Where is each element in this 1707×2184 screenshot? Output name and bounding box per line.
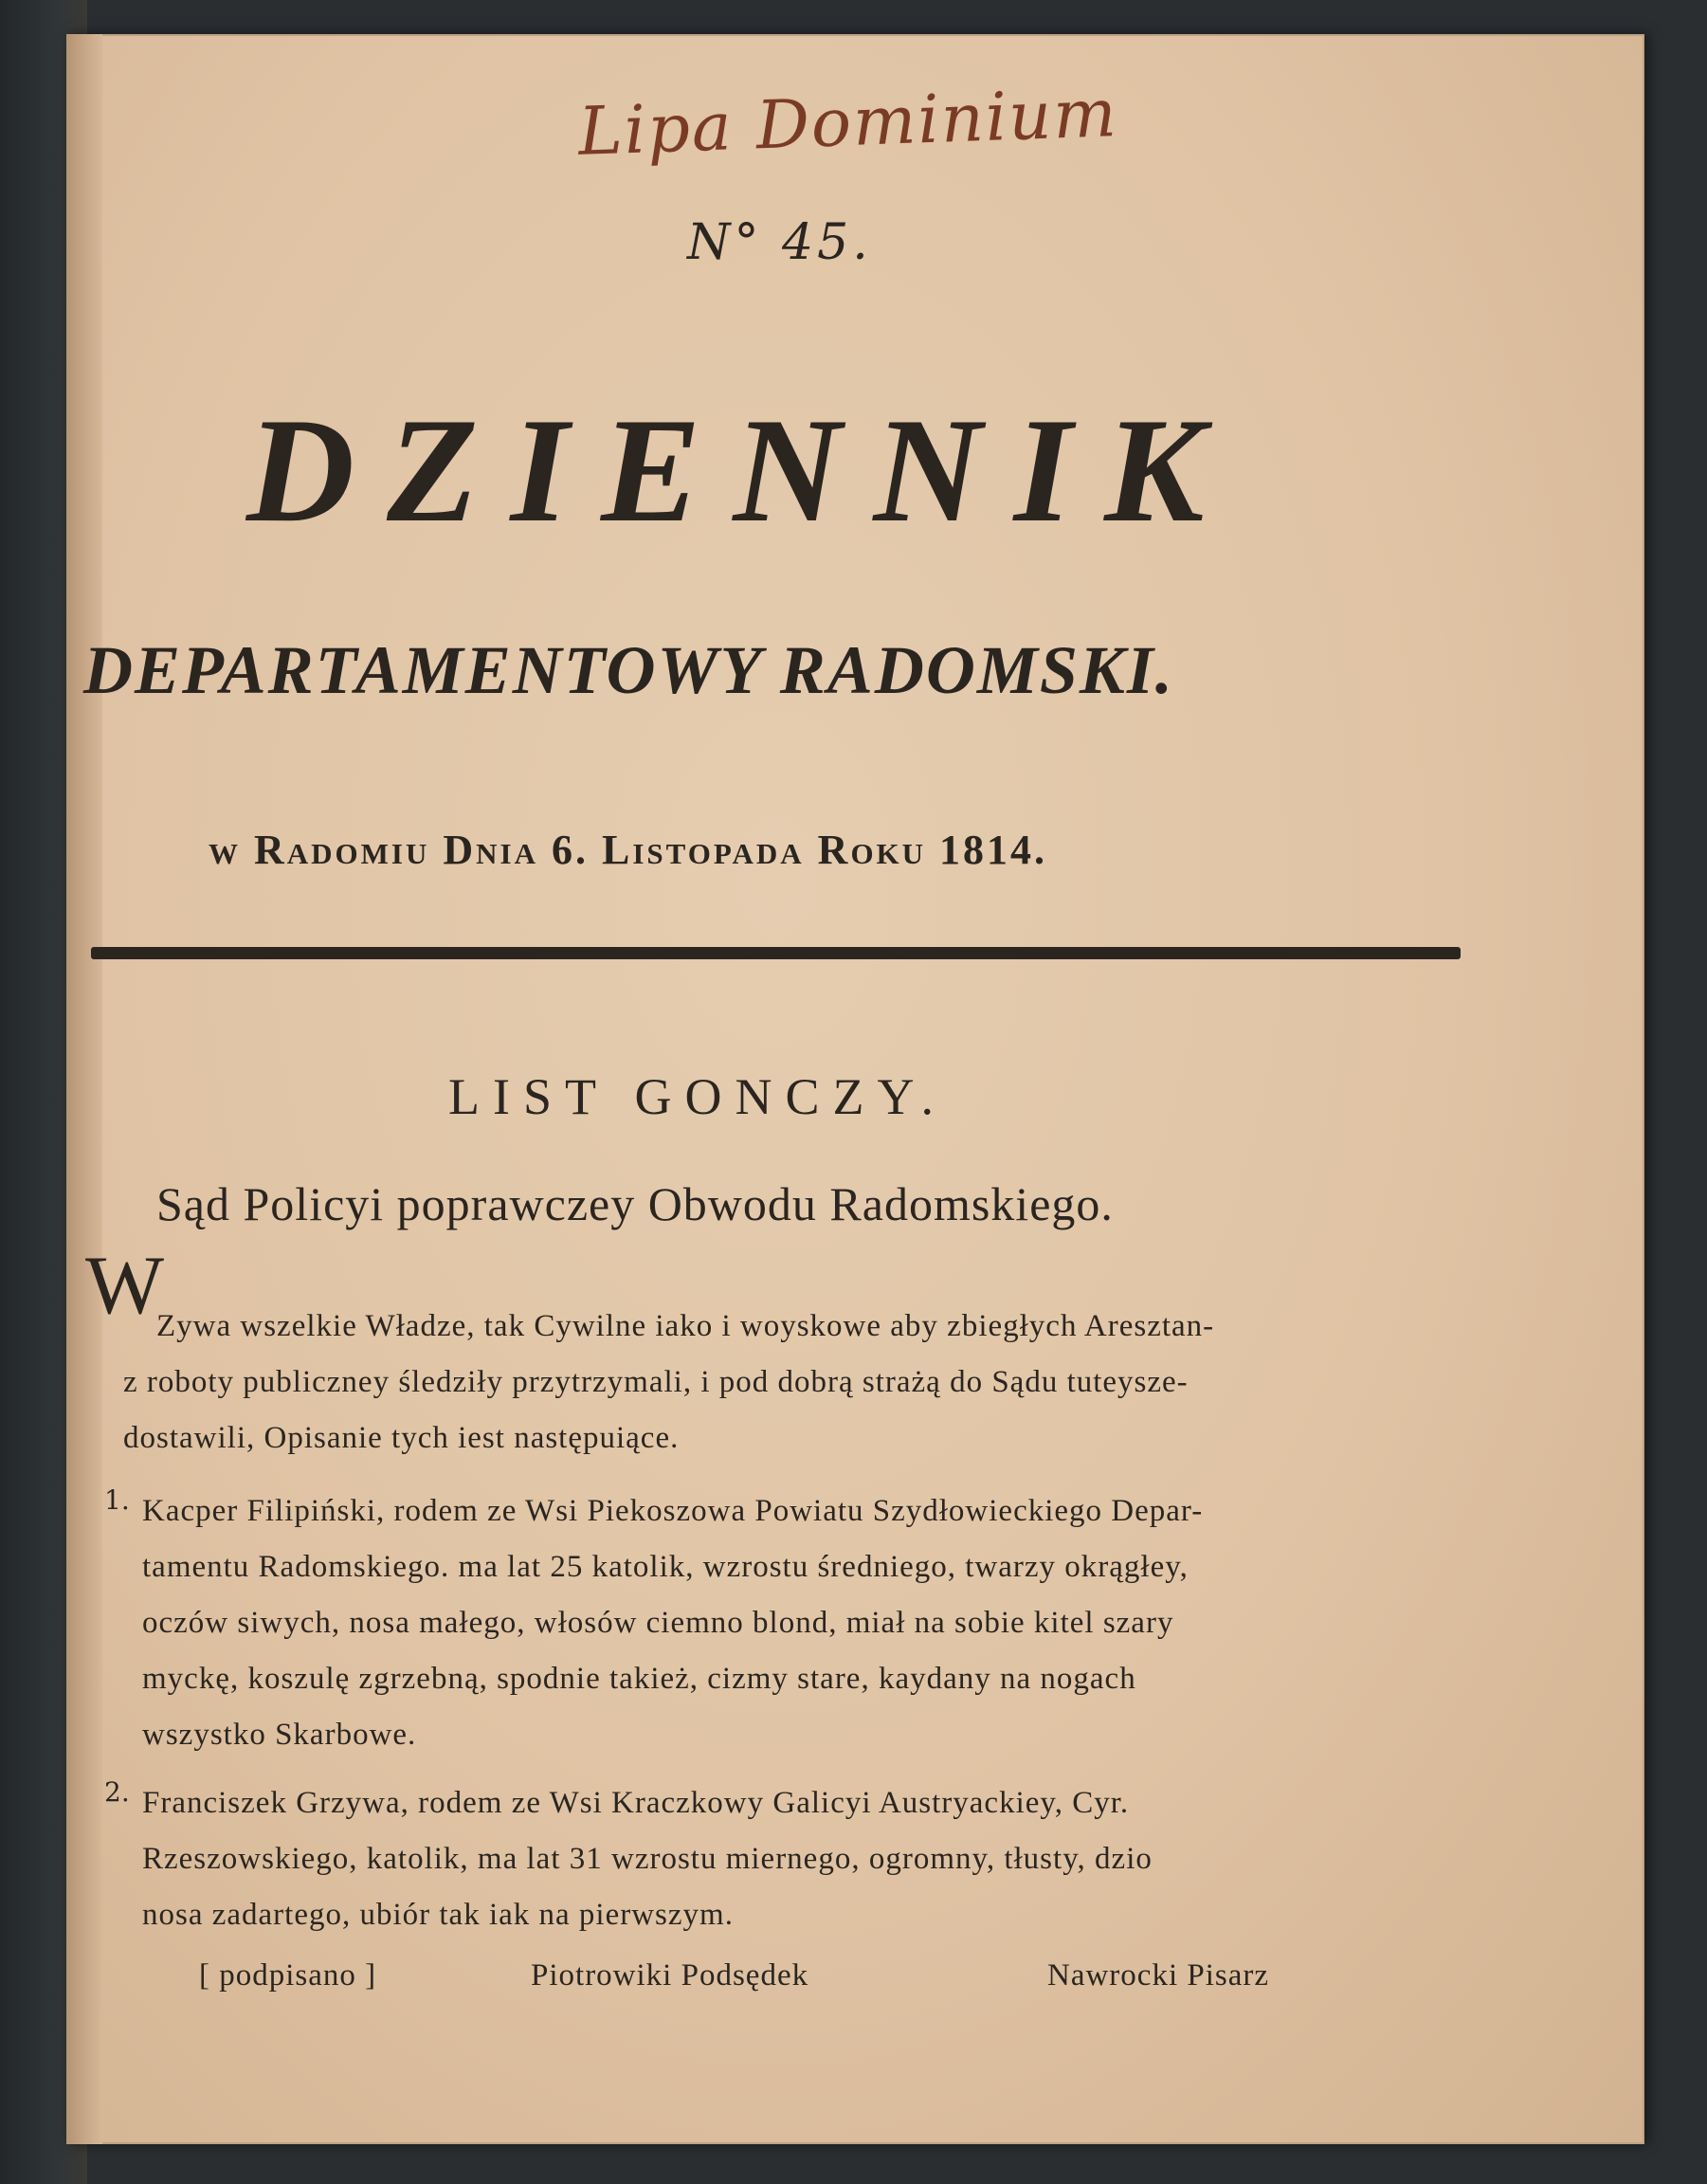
header-rule <box>91 947 1461 959</box>
page-gutter <box>66 34 102 2144</box>
item-line: Franciszek Grzywa, rodem ze Wsi Kraczkowy Galicyi Austryackiey, Cyr. <box>142 1786 1130 1820</box>
item-line: wszystko Skarbowe. <box>142 1718 417 1752</box>
drop-cap: W <box>85 1240 165 1332</box>
item-line: tamentu Radomskiego. ma lat 25 katolik, wzrostu średniego, twarzy okrągłey, <box>142 1550 1189 1584</box>
item-number: 1. <box>104 1484 130 1516</box>
item-line: oczów siwych, nosa małego, włosów ciemno blond, miał na sobie kitel szary <box>142 1606 1174 1640</box>
intro-line: dostawili, Opisanie tych iest następuiące. <box>123 1421 680 1455</box>
newspaper-page <box>66 34 1644 2144</box>
item-line: Rzeszowskiego, katolik, ma lat 31 wzrostu miernego, ogromny, tłusty, dzio <box>142 1842 1153 1876</box>
court-name: Sąd Policyi poprawczey Obwodu Radomskiego. <box>156 1177 1114 1230</box>
item-line: Kacper Filipiński, rodem ze Wsi Piekoszowa Powiatu Szydłowieckiego Depar- <box>142 1494 1204 1528</box>
dateline: w Radomiu Dnia 6. Listopada Roku 1814. <box>209 827 1048 873</box>
handwritten-note: Lipa Dominium <box>576 74 1119 171</box>
masthead-title: DZIENNIK <box>246 388 1237 554</box>
item-line: myckę, koszulę zgrzebną, spodnie takież, cizmy stare, kaydany na nogach <box>142 1662 1136 1696</box>
signed-marker: [ podpisano ] <box>199 1958 377 1993</box>
masthead-subtitle: DEPARTAMENTOWY RADOMSKI. <box>83 632 1174 708</box>
intro-line: Zywa wszelkie Władze, tak Cywilne iako i woyskowe aby zbiegłych Aresztan- <box>156 1309 1215 1343</box>
issue-number: N° 45. <box>687 214 872 271</box>
judge-signature: Piotrowiki Podsędek <box>531 1958 809 1993</box>
item-line: nosa zadartego, ubiór tak iak na pierwszym. <box>142 1898 734 1932</box>
section-heading: LIST GONCZY. <box>448 1068 948 1125</box>
clerk-signature: Nawrocki Pisarz <box>1047 1958 1270 1993</box>
intro-line: z roboty publiczney śledziły przytrzymali, i pod dobrą strażą do Sądu tuteysze- <box>123 1365 1189 1399</box>
item-number: 2. <box>104 1776 130 1808</box>
